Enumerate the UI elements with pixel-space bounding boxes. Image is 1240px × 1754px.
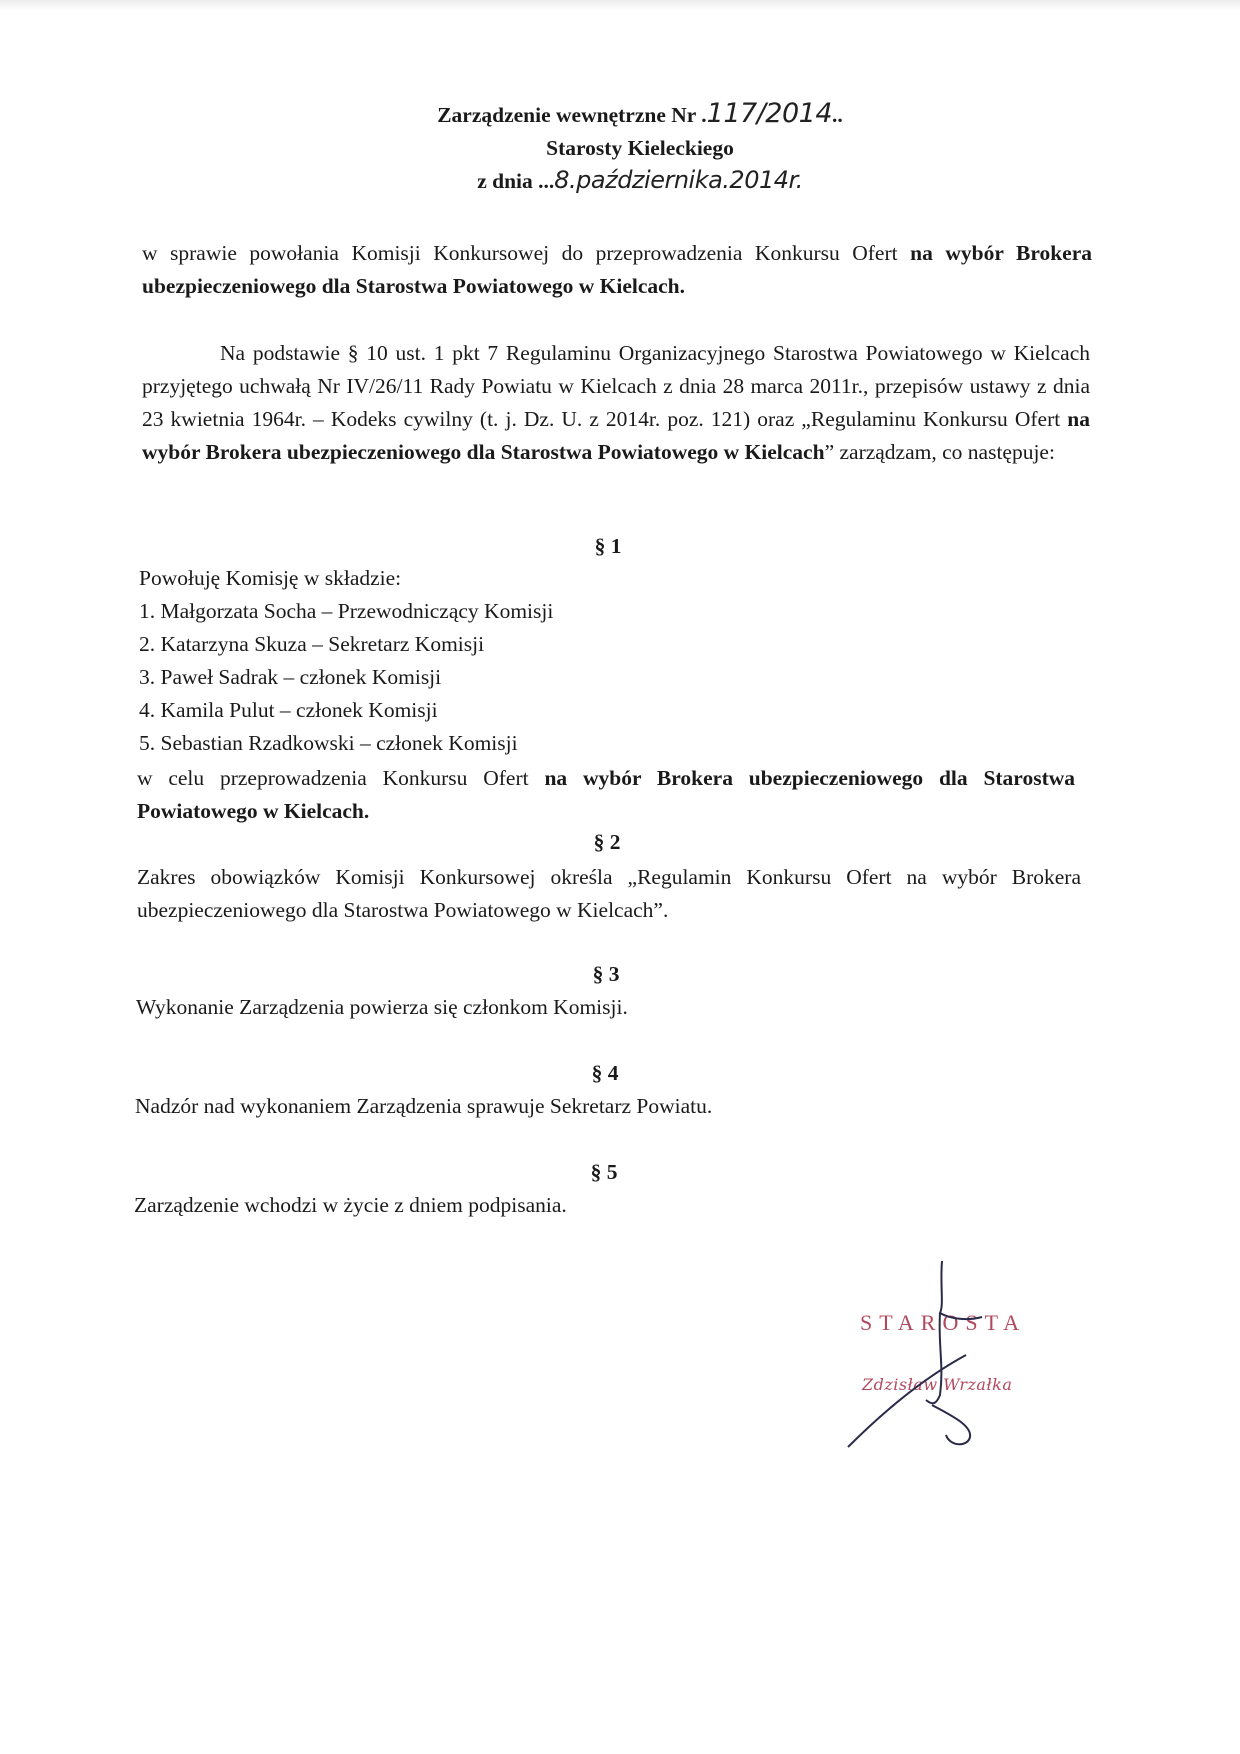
preamble-paragraph bbox=[142, 337, 1090, 469]
section-3-text: Wykonanie Zarządzenia powierza się członkom Komisji. bbox=[136, 995, 628, 1019]
section-4-sign: § 4 bbox=[591, 1061, 619, 1085]
section-1-purpose bbox=[137, 762, 1075, 828]
member-item: 3. Paweł Sadrak – członek Komisji bbox=[139, 665, 442, 689]
subject-bold: na wybór Brokera ubezpieczeniowego dla Starostwa Powiatowego w Kielcach. bbox=[142, 241, 1093, 298]
preamble-lead: Na podstawie § 10 ust. 1 pkt 7 Regulaminu Organizacyjnego Starostwa Powiatowego w Kielcach przyjętego uchwałą Nr IV/26/11 Rady Powiatu w Kielcach z dnia 28 marca 2011r., przepisów ustawy z dnia 23 kwietnia 1964r. – Kodeks cywilny (t. j. Dz. U. z 2014r. poz. 121) oraz „Regulaminu Konkursu Ofert bbox=[142, 341, 1090, 431]
title-suffix: .. bbox=[832, 103, 843, 127]
preamble-bold: na wybór Brokera ubezpieczeniowego dla Starostwa Powiatowego w Kielcach bbox=[142, 407, 1090, 464]
section-1-sign: § 1 bbox=[594, 534, 622, 558]
date-line bbox=[340, 166, 940, 194]
member-item: 1. Małgorzata Socha – Przewodniczący Komisji bbox=[139, 599, 554, 623]
section-5-text: Zarządzenie wchodzi w życie z dniem podpisania. bbox=[134, 1193, 567, 1217]
section-1-intro: Powołuję Komisję w składzie: bbox=[139, 566, 402, 590]
preamble-tail: ” zarządzam, co następuje: bbox=[824, 440, 1055, 464]
member-item: 5. Sebastian Rzadkowski – członek Komisji bbox=[139, 731, 518, 755]
purpose-bold: na wybór Brokera ubezpieczeniowego dla Starostwa Powiatowego w Kielcach. bbox=[137, 766, 1076, 823]
signature-icon bbox=[840, 1255, 1050, 1455]
handwritten-date: 8.października.2014r. bbox=[554, 166, 803, 194]
issuer-line: Starosty Kieleckiego bbox=[546, 136, 734, 160]
section-3-sign: § 3 bbox=[592, 962, 620, 986]
title-prefix: Zarządzenie wewnętrzne Nr . bbox=[437, 103, 707, 127]
section-2-text: Zakres obowiązków Komisji Konkursowej określa „Regulamin Konkursu Ofert na wybór Brokera ubezpieczeniowego dla Starostwa Powiatowego w Kielcach”. bbox=[137, 865, 1081, 922]
subject-lead: w sprawie powołania Komisji Konkursowej do przeprowadzenia Konkursu Ofert bbox=[142, 241, 898, 265]
date-prefix: z dnia ... bbox=[477, 169, 555, 193]
handwritten-number: 117/2014 bbox=[706, 98, 833, 129]
section-4-text: Nadzór nad wykonaniem Zarządzenia sprawuje Sekretarz Powiatu. bbox=[135, 1094, 713, 1118]
subject-paragraph bbox=[142, 237, 1092, 303]
section-5-sign: § 5 bbox=[590, 1160, 618, 1184]
scan-edge bbox=[0, 0, 1240, 10]
stamp-name: Zdzisław Wrzałka bbox=[862, 1375, 1013, 1394]
purpose-lead: w celu przeprowadzenia Konkursu Ofert bbox=[137, 766, 529, 790]
document-title bbox=[340, 98, 940, 129]
section-2-sign: § 2 bbox=[593, 830, 621, 854]
stamp-title: STAROSTA bbox=[860, 1310, 1027, 1335]
member-item: 4. Kamila Pulut – członek Komisji bbox=[139, 698, 438, 722]
member-item: 2. Katarzyna Skuza – Sekretarz Komisji bbox=[139, 632, 485, 656]
